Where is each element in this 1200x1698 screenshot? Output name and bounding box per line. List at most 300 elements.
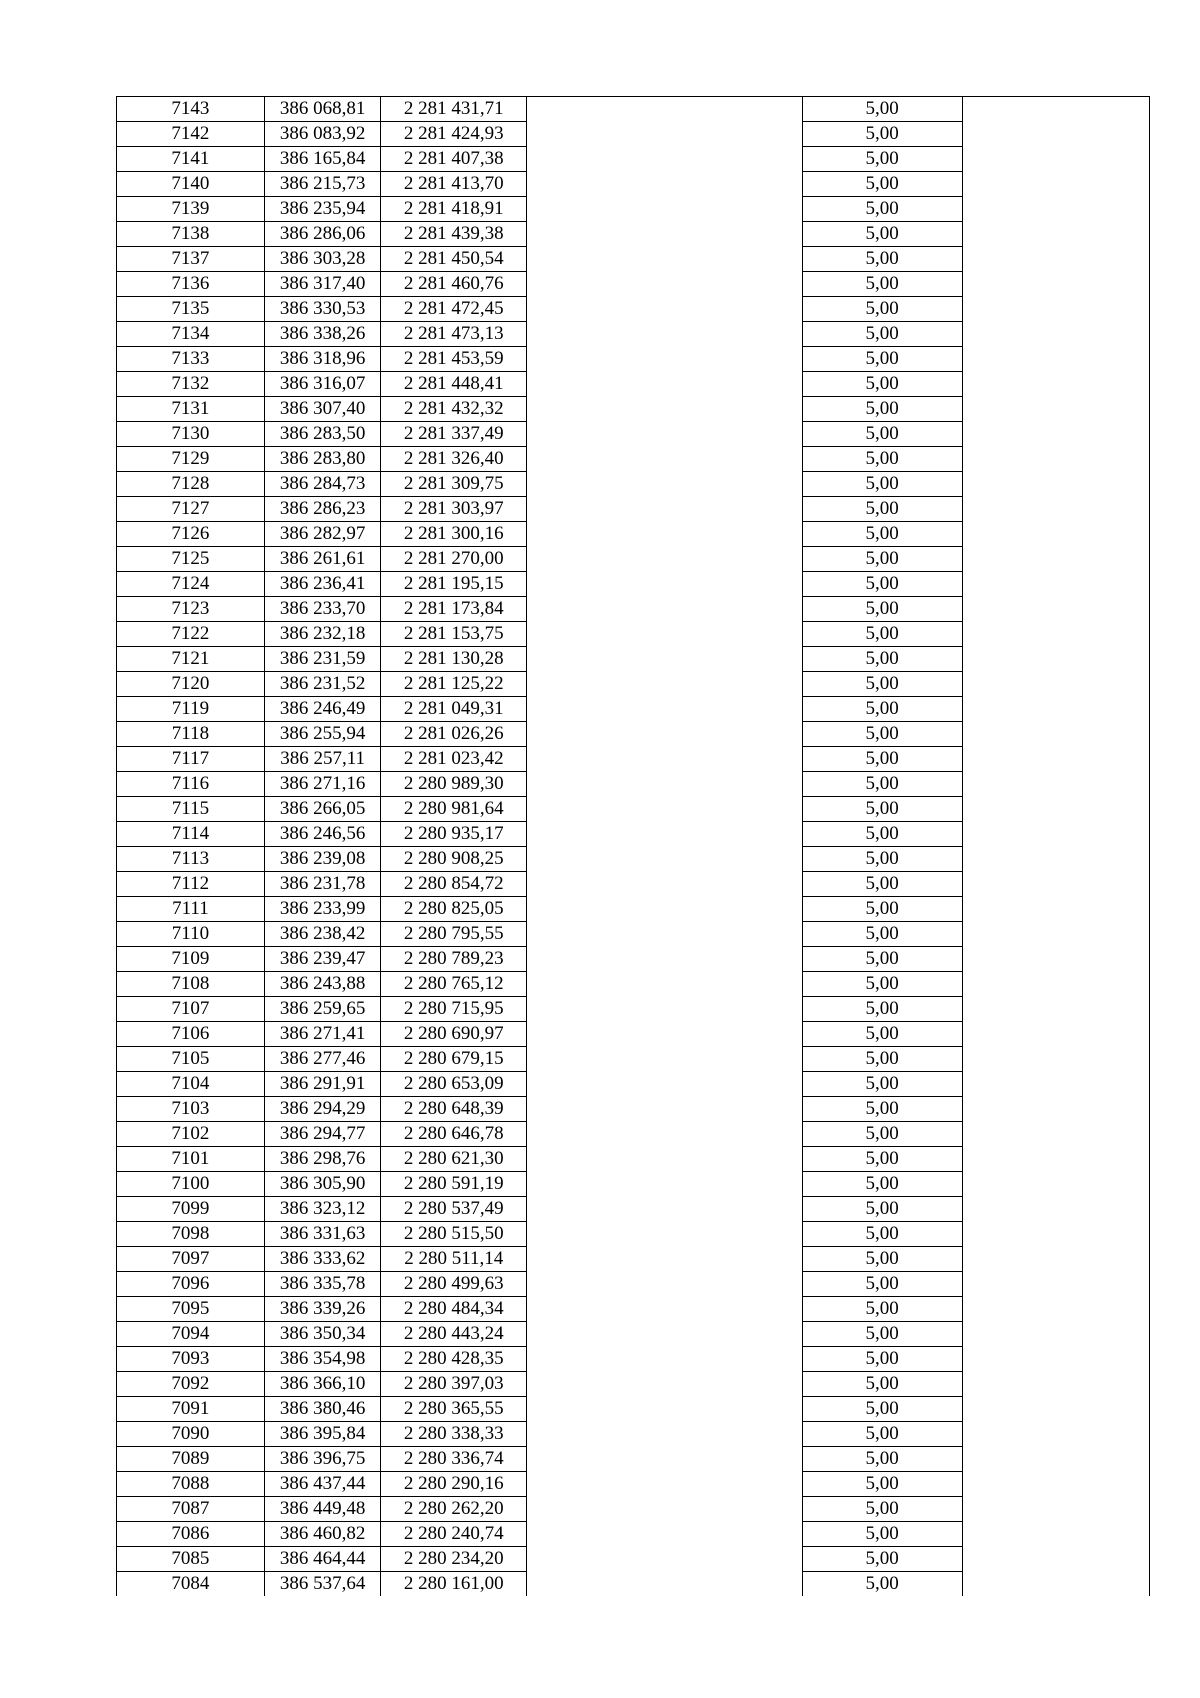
accuracy-value-cell: 5,00	[802, 1397, 962, 1422]
y-coordinate-cell: 2 280 428,35	[381, 1347, 527, 1372]
empty-cell	[962, 97, 1149, 122]
point-number-cell: 7132	[117, 372, 265, 397]
y-coordinate-cell: 2 281 309,75	[381, 472, 527, 497]
point-number-cell: 7098	[117, 1222, 265, 1247]
accuracy-value-cell: 5,00	[802, 922, 962, 947]
table-row	[117, 1047, 1150, 1072]
table-row	[117, 747, 1150, 772]
empty-cell	[962, 897, 1149, 922]
accuracy-value-cell: 5,00	[802, 1522, 962, 1547]
accuracy-value-cell: 5,00	[802, 797, 962, 822]
y-coordinate-cell: 2 280 443,24	[381, 1322, 527, 1347]
x-coordinate-cell: 386 307,40	[264, 397, 380, 422]
x-coordinate-cell: 386 323,12	[264, 1197, 380, 1222]
x-coordinate-cell: 386 286,23	[264, 497, 380, 522]
empty-cell	[527, 397, 802, 422]
empty-cell	[527, 1297, 802, 1322]
empty-cell	[962, 597, 1149, 622]
accuracy-value-cell: 5,00	[802, 897, 962, 922]
y-coordinate-cell: 2 281 300,16	[381, 522, 527, 547]
y-coordinate-cell: 2 281 424,93	[381, 122, 527, 147]
empty-cell	[962, 1047, 1149, 1072]
accuracy-value-cell: 5,00	[802, 947, 962, 972]
x-coordinate-cell: 386 286,06	[264, 222, 380, 247]
accuracy-value-cell: 5,00	[802, 1322, 962, 1347]
empty-cell	[962, 322, 1149, 347]
accuracy-value-cell: 5,00	[802, 1572, 962, 1597]
y-coordinate-cell: 2 280 648,39	[381, 1097, 527, 1122]
accuracy-value-cell: 5,00	[802, 772, 962, 797]
point-number-cell: 7134	[117, 322, 265, 347]
empty-cell	[527, 1522, 802, 1547]
accuracy-value-cell: 5,00	[802, 1447, 962, 1472]
y-coordinate-cell: 2 281 418,91	[381, 197, 527, 222]
x-coordinate-cell: 386 464,44	[264, 1547, 380, 1572]
y-coordinate-cell: 2 280 240,74	[381, 1522, 527, 1547]
table-row	[117, 822, 1150, 847]
table-row	[117, 1322, 1150, 1347]
table-row	[117, 1347, 1150, 1372]
y-coordinate-cell: 2 280 511,14	[381, 1247, 527, 1272]
accuracy-value-cell: 5,00	[802, 1197, 962, 1222]
accuracy-value-cell: 5,00	[802, 447, 962, 472]
accuracy-value-cell: 5,00	[802, 1272, 962, 1297]
point-number-cell: 7112	[117, 872, 265, 897]
empty-cell	[527, 1547, 802, 1572]
point-number-cell: 7136	[117, 272, 265, 297]
table-row	[117, 222, 1150, 247]
point-number-cell: 7109	[117, 947, 265, 972]
x-coordinate-cell: 386 259,65	[264, 997, 380, 1022]
empty-cell	[527, 722, 802, 747]
y-coordinate-cell: 2 281 453,59	[381, 347, 527, 372]
empty-cell	[527, 1497, 802, 1522]
table-row	[117, 572, 1150, 597]
table-row	[117, 1372, 1150, 1397]
empty-cell	[527, 972, 802, 997]
table-row	[117, 1572, 1150, 1597]
y-coordinate-cell: 2 281 407,38	[381, 147, 527, 172]
table-row	[117, 297, 1150, 322]
empty-cell	[527, 1172, 802, 1197]
empty-cell	[527, 922, 802, 947]
y-coordinate-cell: 2 280 679,15	[381, 1047, 527, 1072]
table-row	[117, 1097, 1150, 1122]
empty-cell	[527, 1447, 802, 1472]
accuracy-value-cell: 5,00	[802, 1047, 962, 1072]
point-number-cell: 7115	[117, 797, 265, 822]
point-number-cell: 7110	[117, 922, 265, 947]
x-coordinate-cell: 386 283,80	[264, 447, 380, 472]
empty-cell	[962, 847, 1149, 872]
empty-cell	[527, 1222, 802, 1247]
empty-cell	[527, 322, 802, 347]
x-coordinate-cell: 386 271,41	[264, 1022, 380, 1047]
x-coordinate-cell: 386 243,88	[264, 972, 380, 997]
point-number-cell: 7105	[117, 1047, 265, 1072]
x-coordinate-cell: 386 338,26	[264, 322, 380, 347]
table-body	[117, 97, 1150, 1597]
y-coordinate-cell: 2 281 431,71	[381, 97, 527, 122]
table-row	[117, 1497, 1150, 1522]
empty-cell	[527, 122, 802, 147]
x-coordinate-cell: 386 236,41	[264, 572, 380, 597]
empty-cell	[527, 997, 802, 1022]
coordinates-table	[116, 96, 1150, 1596]
y-coordinate-cell: 2 280 234,20	[381, 1547, 527, 1572]
x-coordinate-cell: 386 233,70	[264, 597, 380, 622]
point-number-cell: 7091	[117, 1397, 265, 1422]
y-coordinate-cell: 2 280 338,33	[381, 1422, 527, 1447]
empty-cell	[527, 897, 802, 922]
y-coordinate-cell: 2 280 981,64	[381, 797, 527, 822]
x-coordinate-cell: 386 437,44	[264, 1472, 380, 1497]
point-number-cell: 7101	[117, 1147, 265, 1172]
x-coordinate-cell: 386 303,28	[264, 247, 380, 272]
y-coordinate-cell: 2 281 173,84	[381, 597, 527, 622]
empty-cell	[527, 1097, 802, 1122]
empty-cell	[962, 697, 1149, 722]
point-number-cell: 7130	[117, 422, 265, 447]
x-coordinate-cell: 386 305,90	[264, 1172, 380, 1197]
y-coordinate-cell: 2 281 195,15	[381, 572, 527, 597]
empty-cell	[962, 747, 1149, 772]
empty-cell	[962, 572, 1149, 597]
empty-cell	[527, 597, 802, 622]
x-coordinate-cell: 386 537,64	[264, 1572, 380, 1597]
table-row	[117, 1397, 1150, 1422]
empty-cell	[962, 1372, 1149, 1397]
accuracy-value-cell: 5,00	[802, 122, 962, 147]
accuracy-value-cell: 5,00	[802, 997, 962, 1022]
x-coordinate-cell: 386 239,08	[264, 847, 380, 872]
y-coordinate-cell: 2 280 161,00	[381, 1572, 527, 1597]
empty-cell	[527, 347, 802, 372]
accuracy-value-cell: 5,00	[802, 347, 962, 372]
empty-cell	[962, 1197, 1149, 1222]
y-coordinate-cell: 2 281 130,28	[381, 647, 527, 672]
x-coordinate-cell: 386 266,05	[264, 797, 380, 822]
point-number-cell: 7125	[117, 547, 265, 572]
x-coordinate-cell: 386 316,07	[264, 372, 380, 397]
empty-cell	[962, 422, 1149, 447]
empty-cell	[962, 272, 1149, 297]
y-coordinate-cell: 2 281 432,32	[381, 397, 527, 422]
point-number-cell: 7092	[117, 1372, 265, 1397]
table-row	[117, 472, 1150, 497]
accuracy-value-cell: 5,00	[802, 622, 962, 647]
accuracy-value-cell: 5,00	[802, 1297, 962, 1322]
point-number-cell: 7090	[117, 1422, 265, 1447]
x-coordinate-cell: 386 235,94	[264, 197, 380, 222]
y-coordinate-cell: 2 280 499,63	[381, 1272, 527, 1297]
empty-cell	[962, 1572, 1149, 1597]
empty-cell	[527, 522, 802, 547]
x-coordinate-cell: 386 238,42	[264, 922, 380, 947]
empty-cell	[527, 622, 802, 647]
x-coordinate-cell: 386 283,50	[264, 422, 380, 447]
accuracy-value-cell: 5,00	[802, 1347, 962, 1372]
point-number-cell: 7099	[117, 1197, 265, 1222]
table-row	[117, 322, 1150, 347]
table-row	[117, 197, 1150, 222]
empty-cell	[962, 147, 1149, 172]
x-coordinate-cell: 386 083,92	[264, 122, 380, 147]
table-row	[117, 697, 1150, 722]
empty-cell	[527, 672, 802, 697]
point-number-cell: 7114	[117, 822, 265, 847]
empty-cell	[962, 822, 1149, 847]
accuracy-value-cell: 5,00	[802, 322, 962, 347]
table-row	[117, 247, 1150, 272]
point-number-cell: 7140	[117, 172, 265, 197]
accuracy-value-cell: 5,00	[802, 672, 962, 697]
table-row	[117, 1547, 1150, 1572]
table-row	[117, 1072, 1150, 1097]
table-row	[117, 372, 1150, 397]
empty-cell	[962, 522, 1149, 547]
x-coordinate-cell: 386 396,75	[264, 1447, 380, 1472]
empty-cell	[962, 447, 1149, 472]
x-coordinate-cell: 386 271,16	[264, 772, 380, 797]
empty-cell	[527, 847, 802, 872]
y-coordinate-cell: 2 281 049,31	[381, 697, 527, 722]
x-coordinate-cell: 386 317,40	[264, 272, 380, 297]
empty-cell	[962, 1447, 1149, 1472]
empty-cell	[527, 1072, 802, 1097]
empty-cell	[962, 1122, 1149, 1147]
x-coordinate-cell: 386 255,94	[264, 722, 380, 747]
point-number-cell: 7096	[117, 1272, 265, 1297]
empty-cell	[527, 1247, 802, 1272]
x-coordinate-cell: 386 294,29	[264, 1097, 380, 1122]
table-row	[117, 1222, 1150, 1247]
point-number-cell: 7113	[117, 847, 265, 872]
point-number-cell: 7086	[117, 1522, 265, 1547]
y-coordinate-cell: 2 281 413,70	[381, 172, 527, 197]
empty-cell	[962, 1247, 1149, 1272]
x-coordinate-cell: 386 165,84	[264, 147, 380, 172]
accuracy-value-cell: 5,00	[802, 1547, 962, 1572]
empty-cell	[962, 472, 1149, 497]
empty-cell	[527, 572, 802, 597]
x-coordinate-cell: 386 294,77	[264, 1122, 380, 1147]
empty-cell	[962, 1222, 1149, 1247]
empty-cell	[527, 872, 802, 897]
accuracy-value-cell: 5,00	[802, 1247, 962, 1272]
empty-cell	[527, 172, 802, 197]
empty-cell	[527, 1022, 802, 1047]
y-coordinate-cell: 2 280 795,55	[381, 922, 527, 947]
point-number-cell: 7124	[117, 572, 265, 597]
empty-cell	[962, 197, 1149, 222]
table-row	[117, 1422, 1150, 1447]
y-coordinate-cell: 2 281 303,97	[381, 497, 527, 522]
point-number-cell: 7100	[117, 1172, 265, 1197]
empty-cell	[962, 1297, 1149, 1322]
empty-cell	[527, 497, 802, 522]
empty-cell	[527, 197, 802, 222]
empty-cell	[962, 947, 1149, 972]
y-coordinate-cell: 2 280 765,12	[381, 972, 527, 997]
y-coordinate-cell: 2 281 326,40	[381, 447, 527, 472]
point-number-cell: 7137	[117, 247, 265, 272]
accuracy-value-cell: 5,00	[802, 1222, 962, 1247]
point-number-cell: 7087	[117, 1497, 265, 1522]
accuracy-value-cell: 5,00	[802, 1372, 962, 1397]
accuracy-value-cell: 5,00	[802, 1122, 962, 1147]
point-number-cell: 7123	[117, 597, 265, 622]
accuracy-value-cell: 5,00	[802, 1472, 962, 1497]
table-row	[117, 1147, 1150, 1172]
y-coordinate-cell: 2 280 365,55	[381, 1397, 527, 1422]
table-row	[117, 1297, 1150, 1322]
empty-cell	[527, 247, 802, 272]
y-coordinate-cell: 2 280 653,09	[381, 1072, 527, 1097]
table-row	[117, 772, 1150, 797]
accuracy-value-cell: 5,00	[802, 422, 962, 447]
table-row	[117, 972, 1150, 997]
empty-cell	[962, 497, 1149, 522]
table-row	[117, 447, 1150, 472]
point-number-cell: 7088	[117, 1472, 265, 1497]
empty-cell	[962, 1497, 1149, 1522]
accuracy-value-cell: 5,00	[802, 822, 962, 847]
accuracy-value-cell: 5,00	[802, 272, 962, 297]
empty-cell	[527, 272, 802, 297]
accuracy-value-cell: 5,00	[802, 372, 962, 397]
y-coordinate-cell: 2 281 473,13	[381, 322, 527, 347]
point-number-cell: 7111	[117, 897, 265, 922]
x-coordinate-cell: 386 246,49	[264, 697, 380, 722]
empty-cell	[962, 1272, 1149, 1297]
y-coordinate-cell: 2 281 337,49	[381, 422, 527, 447]
empty-cell	[962, 547, 1149, 572]
accuracy-value-cell: 5,00	[802, 972, 962, 997]
x-coordinate-cell: 386 231,78	[264, 872, 380, 897]
empty-cell	[527, 822, 802, 847]
accuracy-value-cell: 5,00	[802, 247, 962, 272]
empty-cell	[962, 722, 1149, 747]
empty-cell	[962, 222, 1149, 247]
empty-cell	[527, 1047, 802, 1072]
empty-cell	[527, 1397, 802, 1422]
table-row	[117, 1247, 1150, 1272]
empty-cell	[962, 1322, 1149, 1347]
y-coordinate-cell: 2 280 690,97	[381, 1022, 527, 1047]
empty-cell	[527, 147, 802, 172]
accuracy-value-cell: 5,00	[802, 172, 962, 197]
x-coordinate-cell: 386 449,48	[264, 1497, 380, 1522]
empty-cell	[962, 1547, 1149, 1572]
table-row	[117, 147, 1150, 172]
empty-cell	[962, 122, 1149, 147]
point-number-cell: 7116	[117, 772, 265, 797]
point-number-cell: 7102	[117, 1122, 265, 1147]
x-coordinate-cell: 386 350,34	[264, 1322, 380, 1347]
empty-cell	[527, 1572, 802, 1597]
x-coordinate-cell: 386 354,98	[264, 1347, 380, 1372]
x-coordinate-cell: 386 231,52	[264, 672, 380, 697]
empty-cell	[962, 372, 1149, 397]
empty-cell	[527, 1322, 802, 1347]
table-row	[117, 172, 1150, 197]
point-number-cell: 7142	[117, 122, 265, 147]
point-number-cell: 7117	[117, 747, 265, 772]
y-coordinate-cell: 2 281 439,38	[381, 222, 527, 247]
empty-cell	[527, 97, 802, 122]
point-number-cell: 7127	[117, 497, 265, 522]
point-number-cell: 7135	[117, 297, 265, 322]
accuracy-value-cell: 5,00	[802, 572, 962, 597]
empty-cell	[527, 647, 802, 672]
y-coordinate-cell: 2 280 537,49	[381, 1197, 527, 1222]
empty-cell	[527, 297, 802, 322]
empty-cell	[527, 447, 802, 472]
point-number-cell: 7141	[117, 147, 265, 172]
y-coordinate-cell: 2 281 270,00	[381, 547, 527, 572]
empty-cell	[962, 797, 1149, 822]
accuracy-value-cell: 5,00	[802, 722, 962, 747]
empty-cell	[962, 1522, 1149, 1547]
accuracy-value-cell: 5,00	[802, 1422, 962, 1447]
accuracy-value-cell: 5,00	[802, 1147, 962, 1172]
empty-cell	[527, 472, 802, 497]
y-coordinate-cell: 2 280 908,25	[381, 847, 527, 872]
empty-cell	[962, 1172, 1149, 1197]
empty-cell	[962, 1097, 1149, 1122]
y-coordinate-cell: 2 280 262,20	[381, 1497, 527, 1522]
point-number-cell: 7093	[117, 1347, 265, 1372]
y-coordinate-cell: 2 280 789,23	[381, 947, 527, 972]
accuracy-value-cell: 5,00	[802, 747, 962, 772]
x-coordinate-cell: 386 246,56	[264, 822, 380, 847]
point-number-cell: 7128	[117, 472, 265, 497]
x-coordinate-cell: 386 366,10	[264, 1372, 380, 1397]
empty-cell	[962, 672, 1149, 697]
point-number-cell: 7138	[117, 222, 265, 247]
y-coordinate-cell: 2 281 450,54	[381, 247, 527, 272]
point-number-cell: 7133	[117, 347, 265, 372]
empty-cell	[527, 1147, 802, 1172]
accuracy-value-cell: 5,00	[802, 472, 962, 497]
table-row	[117, 1447, 1150, 1472]
y-coordinate-cell: 2 280 336,74	[381, 1447, 527, 1472]
y-coordinate-cell: 2 280 621,30	[381, 1147, 527, 1172]
x-coordinate-cell: 386 335,78	[264, 1272, 380, 1297]
y-coordinate-cell: 2 280 515,50	[381, 1222, 527, 1247]
empty-cell	[962, 172, 1149, 197]
empty-cell	[962, 1472, 1149, 1497]
x-coordinate-cell: 386 395,84	[264, 1422, 380, 1447]
y-coordinate-cell: 2 280 825,05	[381, 897, 527, 922]
x-coordinate-cell: 386 239,47	[264, 947, 380, 972]
accuracy-value-cell: 5,00	[802, 522, 962, 547]
empty-cell	[527, 1197, 802, 1222]
empty-cell	[962, 1147, 1149, 1172]
x-coordinate-cell: 386 261,61	[264, 547, 380, 572]
table-row	[117, 497, 1150, 522]
empty-cell	[962, 1397, 1149, 1422]
table-row	[117, 272, 1150, 297]
point-number-cell: 7143	[117, 97, 265, 122]
table-row	[117, 722, 1150, 747]
y-coordinate-cell: 2 281 472,45	[381, 297, 527, 322]
table-row	[117, 97, 1150, 122]
accuracy-value-cell: 5,00	[802, 197, 962, 222]
empty-cell	[527, 772, 802, 797]
y-coordinate-cell: 2 281 023,42	[381, 747, 527, 772]
